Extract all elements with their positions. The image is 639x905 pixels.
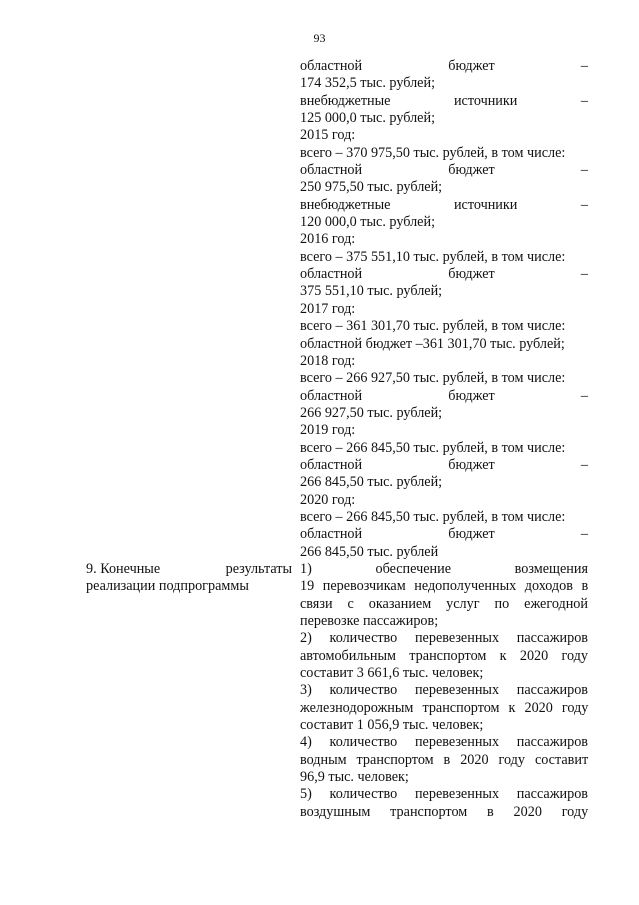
text: бюджет <box>448 526 495 543</box>
funding-line: 250 975,50 тыс. рублей; <box>300 179 443 196</box>
text: – <box>580 526 588 543</box>
result-line: воздушным транспортом в 2020 году <box>300 803 589 820</box>
year-total: всего – 266 927,50 тыс. рублей, в том числе: <box>300 370 566 387</box>
result-line: 96,9 тыс. человек; <box>300 769 409 786</box>
year-total: всего – 370 975,50 тыс. рублей, в том числе: <box>300 144 566 161</box>
text: внебюджетные <box>300 196 391 213</box>
text: бюджет <box>448 58 495 74</box>
text: обеспечение <box>375 560 452 577</box>
result-line: 5) количество перевезенных пассажиров <box>300 786 588 803</box>
result-line <box>300 561 588 578</box>
year-total: всего – 266 845,50 тыс. рублей, в том числе: <box>300 508 566 525</box>
year-heading: 2018 год: <box>300 352 356 369</box>
funding-line: 120 000,0 тыс. рублей; <box>300 214 436 231</box>
text: – <box>580 162 588 179</box>
text: – <box>580 58 588 74</box>
text: источники <box>453 92 518 109</box>
text: – <box>580 387 588 404</box>
result-line: составит 3 661,6 тыс. человек; <box>300 665 484 682</box>
result-line: перевозке пассажиров; <box>300 613 439 629</box>
final-results-text <box>300 561 588 821</box>
text: 1) <box>300 560 312 577</box>
text: бюджет <box>448 162 495 179</box>
result-line: связи с оказанием услуг по ежегодной <box>300 595 588 612</box>
result-line: 3) количество перевезенных пассажиров <box>300 682 588 699</box>
result-line: автомобильным транспортом к 2020 году <box>300 647 588 664</box>
text: областной <box>300 456 363 473</box>
text: областной <box>300 58 363 74</box>
year-heading: 2017 год: <box>300 300 356 317</box>
funding-line <box>300 266 588 283</box>
funding-line <box>300 457 588 474</box>
funding-line: 266 927,50 тыс. рублей; <box>300 404 443 421</box>
text: областной <box>300 387 363 404</box>
label-line: реализации подпрограммы <box>86 578 249 595</box>
text: результаты <box>225 561 292 577</box>
year-total: всего – 375 551,10 тыс. рублей, в том числе: <box>300 248 566 265</box>
year-heading: 2019 год: <box>300 422 356 439</box>
text: бюджет <box>448 266 495 283</box>
result-line: водным транспортом в 2020 году составит <box>300 751 589 768</box>
result-line: 4) количество перевезенных пассажиров <box>300 734 588 751</box>
funding-line <box>300 526 588 543</box>
funding-line <box>300 197 588 214</box>
year-heading: 2016 год: <box>300 231 356 248</box>
year-total: всего – 361 301,70 тыс. рублей, в том числе: <box>300 318 566 335</box>
text: внебюджетные <box>300 92 391 109</box>
year-heading: 2015 год: <box>300 127 356 144</box>
text: областной <box>300 266 363 283</box>
text: областной <box>300 526 363 543</box>
text: 9. Конечные <box>86 561 161 577</box>
year-heading: 2020 год: <box>300 491 356 508</box>
label-line <box>86 561 292 578</box>
text: бюджет <box>448 456 495 473</box>
funding-column <box>300 58 588 821</box>
text: возмещения <box>514 560 588 577</box>
funding-line <box>300 93 588 110</box>
text: областной <box>300 162 363 179</box>
result-line: 19 перевозчикам недополученных доходов в <box>300 578 589 595</box>
funding-line <box>300 58 588 75</box>
funding-line: 375 551,10 тыс. рублей; <box>300 283 443 300</box>
funding-line: 125 000,0 тыс. рублей; <box>300 110 436 127</box>
text: – <box>580 456 588 473</box>
funding-line <box>300 162 588 179</box>
funding-line <box>300 388 588 405</box>
page-number: 93 <box>313 31 326 45</box>
result-line: составит 1 056,9 тыс. человек; <box>300 717 484 734</box>
funding-line: 266 845,50 тыс. рублей <box>300 543 439 560</box>
funding-line: областной бюджет –361 301,70 тыс. рублей; <box>300 335 565 352</box>
text: – <box>580 196 588 213</box>
funding-line: 266 845,50 тыс. рублей; <box>300 474 443 491</box>
text: источники <box>453 196 518 213</box>
section-9-label <box>86 561 292 596</box>
text: бюджет <box>448 387 495 404</box>
funding-line: 174 352,5 тыс. рублей; <box>300 75 436 92</box>
year-total: всего – 266 845,50 тыс. рублей, в том числе: <box>300 439 566 456</box>
result-line: 2) количество перевезенных пассажиров <box>300 630 588 647</box>
text: – <box>580 266 588 283</box>
result-line: железнодорожным транспортом к 2020 году <box>300 699 589 716</box>
text: – <box>580 92 588 109</box>
